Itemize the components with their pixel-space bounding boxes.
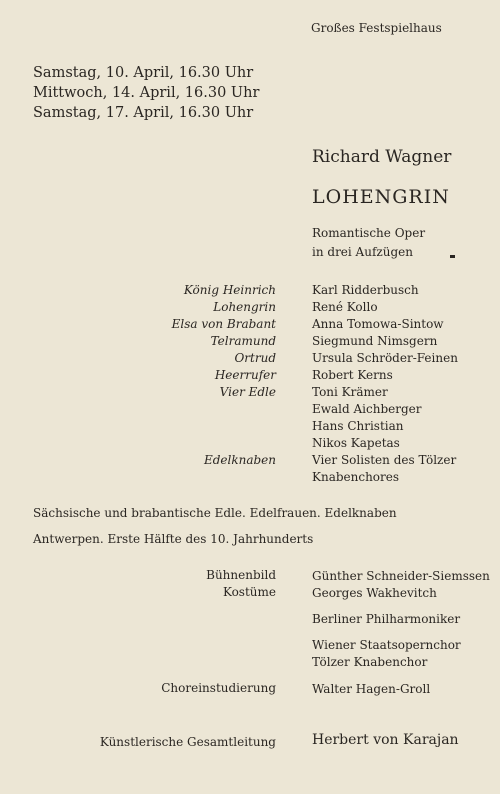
date-line: Mittwoch, 14. April, 16.30 Uhr bbox=[33, 85, 260, 101]
choir-name: Wiener Staatsopernchor bbox=[312, 638, 461, 652]
opera-title: LOHENGRIN bbox=[312, 186, 450, 208]
cast-row bbox=[0, 300, 500, 317]
role-name: Edelknaben bbox=[203, 453, 276, 467]
choir-name: Tölzer Knabenchor bbox=[312, 655, 428, 669]
direction-name: Herbert von Karajan bbox=[312, 732, 459, 748]
direction-label: Künstlerische Gesamtleitung bbox=[99, 735, 276, 749]
role-name: Telramund bbox=[210, 334, 276, 348]
role-name: Vier Edle bbox=[219, 385, 276, 399]
chorus-note: Sächsische und brabantische Edle. Edelfrauen. Edelknaben bbox=[33, 506, 397, 520]
stage-design-label: Bühnenbild bbox=[206, 568, 276, 582]
singer-name: Karl Ridderbusch bbox=[312, 283, 419, 297]
costume-name: Georges Wakhevitch bbox=[312, 586, 437, 600]
singer-name: Anna Tomowa-Sintow bbox=[312, 317, 444, 331]
cast-row bbox=[0, 436, 500, 453]
role-name: Elsa von Brabant bbox=[171, 317, 276, 331]
singer-name: Nikos Kapetas bbox=[312, 436, 400, 450]
singer-name: Ursula Schröder-Feinen bbox=[312, 351, 458, 365]
date-line: Samstag, 17. April, 16.30 Uhr bbox=[33, 105, 254, 121]
orchestra-name: Berliner Philharmoniker bbox=[312, 612, 461, 626]
role-name: Heerrufer bbox=[214, 368, 276, 382]
stage-design-name: Günther Schneider-Siemssen bbox=[312, 569, 490, 583]
cast-row bbox=[0, 351, 500, 368]
chorus-master-label: Choreinstudierung bbox=[161, 681, 276, 695]
cast-row bbox=[0, 419, 500, 436]
cast-row bbox=[0, 317, 500, 334]
singer-name: René Kollo bbox=[312, 300, 378, 314]
cast-row bbox=[0, 368, 500, 385]
role-name: Lohengrin bbox=[213, 300, 276, 314]
cast-row bbox=[0, 334, 500, 351]
performance-dates bbox=[33, 63, 259, 123]
costume-label: Kostüme bbox=[222, 585, 276, 599]
singer-name: Robert Kerns bbox=[312, 368, 393, 382]
singer-name: Siegmund Nimsgern bbox=[312, 334, 438, 348]
cast-list bbox=[0, 283, 500, 487]
cast-row bbox=[0, 453, 500, 470]
venue-name: Großes Festspielhaus bbox=[311, 21, 442, 35]
ornament-dot bbox=[450, 255, 455, 258]
subtitle-line: Romantische Oper bbox=[312, 226, 426, 240]
singer-name: Knabenchores bbox=[312, 470, 400, 484]
composer-name: Richard Wagner bbox=[312, 147, 452, 167]
date-line: Samstag, 10. April, 16.30 Uhr bbox=[33, 65, 254, 81]
opera-subtitle bbox=[312, 224, 425, 262]
cast-row bbox=[0, 470, 500, 487]
cast-row bbox=[0, 402, 500, 419]
role-name: König Heinrich bbox=[183, 283, 276, 297]
singer-name: Toni Krämer bbox=[312, 385, 388, 399]
cast-row bbox=[0, 283, 500, 300]
singer-name: Vier Solisten des Tölzer bbox=[312, 453, 457, 467]
setting-note: Antwerpen. Erste Hälfte des 10. Jahrhunderts bbox=[33, 532, 314, 546]
singer-name: Ewald Aichberger bbox=[312, 402, 422, 416]
subtitle-line: in drei Aufzügen bbox=[312, 245, 413, 259]
cast-row bbox=[0, 385, 500, 402]
role-name: Ortrud bbox=[234, 351, 276, 365]
chorus-master-name: Walter Hagen-Groll bbox=[312, 682, 431, 696]
singer-name: Hans Christian bbox=[312, 419, 404, 433]
